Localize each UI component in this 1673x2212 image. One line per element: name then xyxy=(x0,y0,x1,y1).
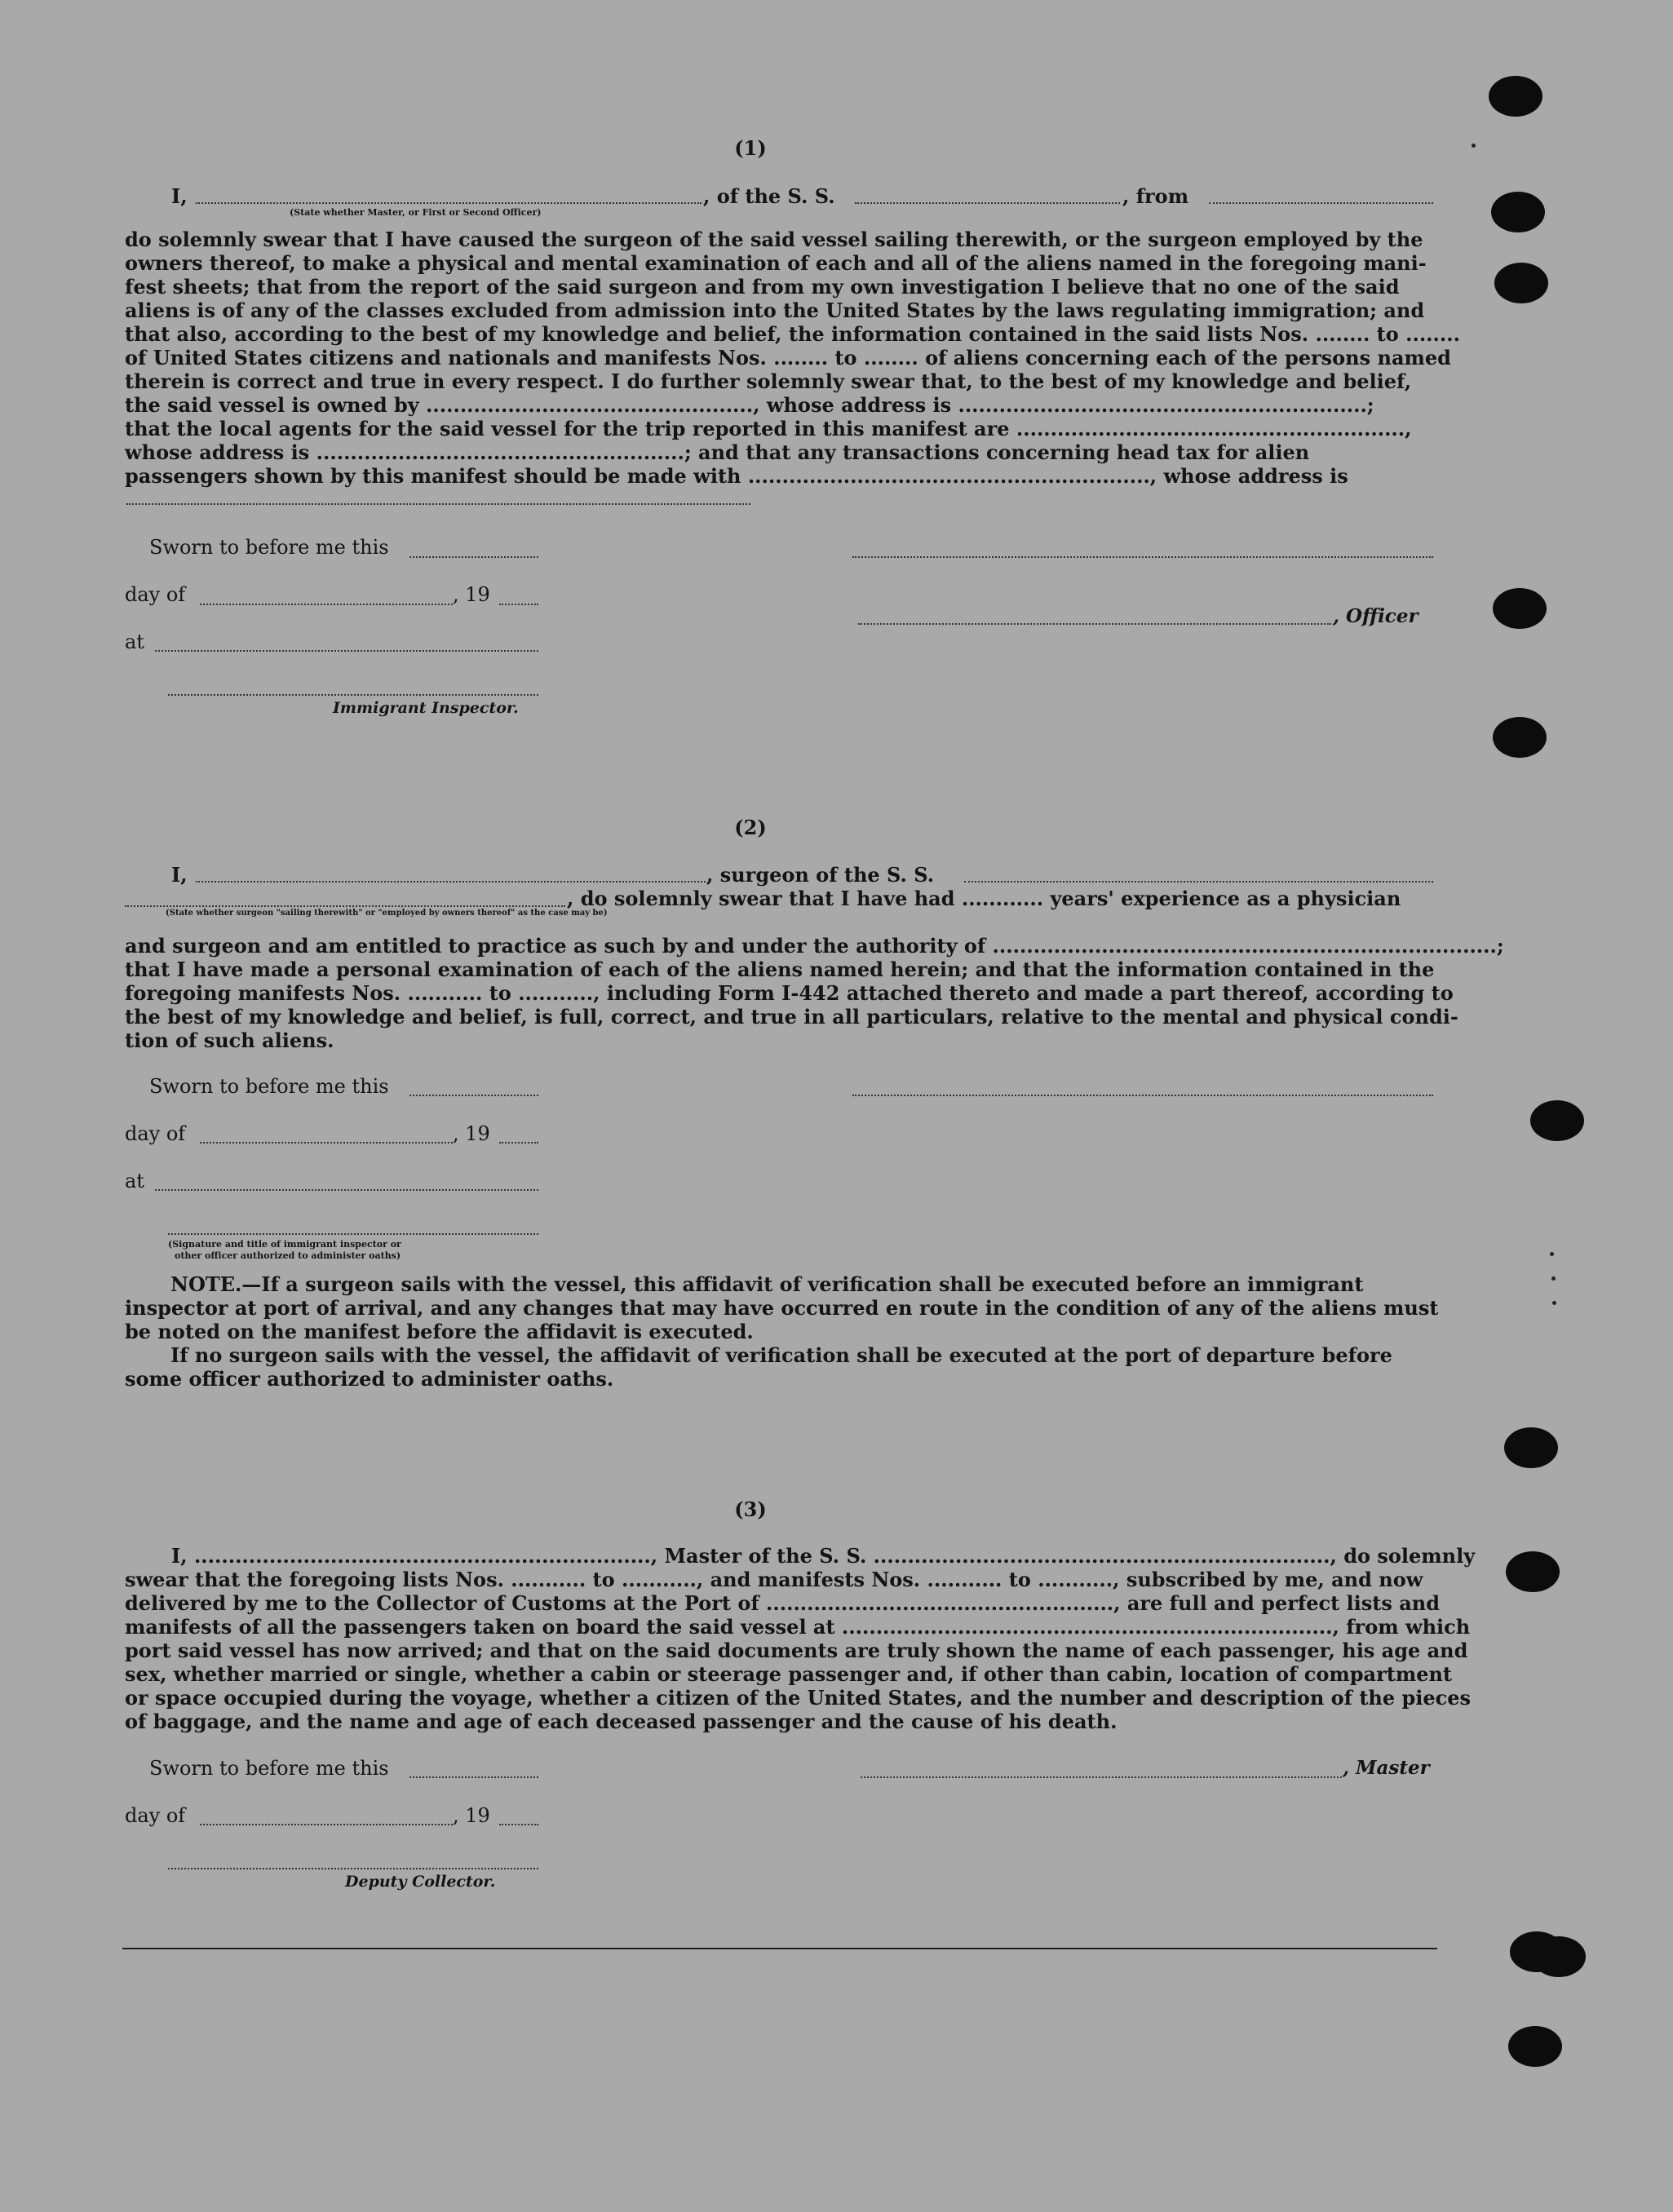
s2-sig-note-1: (Signature and title of immigrant inspector or xyxy=(168,1239,401,1250)
s1-line: aliens is of any of the classes excluded from admission into the United States by the laws regulating immigration; and xyxy=(125,299,1425,322)
s1-officer-label: , Officer xyxy=(1333,605,1419,627)
s2-year-field[interactable] xyxy=(499,1142,538,1144)
s2-status-field[interactable] xyxy=(125,905,565,907)
s2-inspector-signature-field[interactable] xyxy=(168,1233,538,1235)
section-2-number: (2) xyxy=(734,816,767,839)
s3-day-field[interactable] xyxy=(200,1824,453,1825)
s3-line: I, ..................................................................., Master of the S. S. ..................................................................., do solemnly xyxy=(171,1544,1476,1568)
section-3-body xyxy=(125,1544,1476,1733)
s3-day-label: day of xyxy=(125,1804,186,1827)
s1-at-field[interactable] xyxy=(155,650,538,652)
s2-year-label: , 19 xyxy=(453,1122,490,1145)
s3-sworn-label: Sworn to before me this xyxy=(149,1757,389,1780)
punch-hole xyxy=(1508,2026,1562,2067)
s1-from-field[interactable] xyxy=(1209,202,1433,204)
s1-line: owners thereof, to make a physical and mental examination of each and all of the aliens named in the foregoing mani- xyxy=(125,251,1427,275)
s2-line: that I have made a personal examination of each of the aliens named herein; and that the information contained in the xyxy=(125,958,1435,981)
speck xyxy=(1552,1301,1556,1305)
s1-line: that the local agents for the said vessel for the trip reported in this manifest are ........................................................., xyxy=(125,417,1412,440)
s2-status-note: (State whether surgeon "sailing therewith" or "employed by owners thereof" as the case may be) xyxy=(166,909,608,918)
s1-line: therein is correct and true in every respect. I do further solemnly swear that, to the best of my knowledge and belief, xyxy=(125,369,1412,393)
section-1-body xyxy=(125,228,1460,488)
s1-at-label: at xyxy=(125,630,144,653)
s1-line: whose address is ......................................................; and that any transactions concerning head tax for alien xyxy=(125,440,1310,464)
speck xyxy=(1550,1252,1554,1256)
s2-at-label: at xyxy=(125,1170,144,1192)
s2-sig-note-2: other officer authorized to administer oaths) xyxy=(175,1250,401,1261)
s1-inspector-signature-field[interactable] xyxy=(168,694,538,696)
s1-year-label: , 19 xyxy=(453,583,490,606)
section-3-number: (3) xyxy=(734,1498,767,1521)
s3-master-label: , Master xyxy=(1343,1757,1430,1779)
s1-officer-line-field[interactable] xyxy=(858,623,1331,625)
s3-year-field[interactable] xyxy=(499,1824,538,1825)
s2-note-line: some officer authorized to administer oaths. xyxy=(125,1367,614,1391)
s2-sworn-field[interactable] xyxy=(409,1095,538,1096)
s2-line: the best of my knowledge and belief, is full, correct, and true in all particulars, relative to the mental and physical condi- xyxy=(125,1005,1458,1029)
s3-line: of baggage, and the name and age of each deceased passenger and the cause of his death. xyxy=(125,1710,1118,1733)
s2-note-line: NOTE.—If a surgeon sails with the vessel, this affidavit of verification shall be executed before an immigrant xyxy=(170,1272,1364,1296)
section-2-note xyxy=(125,1272,1438,1391)
s1-sworn-label: Sworn to before me this xyxy=(149,536,389,559)
s3-collector-label: Deputy Collector. xyxy=(345,1873,496,1891)
s2-line: foregoing manifests Nos. ........... to ..........., including Form I-442 attached thereto and made a part thereof, according to xyxy=(125,981,1454,1005)
s2-line2: , do solemnly swear that I have had ............ years' experience as a physician xyxy=(567,887,1401,910)
s2-at-field[interactable] xyxy=(155,1189,538,1191)
s3-line: port said vessel has now arrived; and that on the said documents are truly shown the name of each passenger, his age and xyxy=(125,1639,1468,1662)
s2-note-line: be noted on the manifest before the affidavit is executed. xyxy=(125,1320,754,1343)
s1-officer-note: (State whether Master, or First or Second Officer) xyxy=(290,207,542,218)
punch-hole xyxy=(1491,192,1545,232)
punch-hole xyxy=(1493,588,1547,629)
bottom-divider xyxy=(122,1948,1437,1949)
s3-sworn-field[interactable] xyxy=(409,1776,538,1778)
s1-line: of United States citizens and nationals and manifests Nos. ........ to ........ of aliens concerning each of the persons named xyxy=(125,346,1451,369)
s1-line: passengers shown by this manifest should be made with ..........................................................., whose address is xyxy=(125,464,1348,488)
punch-hole xyxy=(1506,1551,1560,1592)
s1-day-label: day of xyxy=(125,583,186,606)
s3-line: delivered by me to the Collector of Customs at the Port of ..................................................., are full and perfect lists and xyxy=(125,1591,1441,1615)
punch-hole xyxy=(1494,263,1548,303)
s1-line: that also, according to the best of my knowledge and belief, the information contained in the said lists Nos. ........ to ........ xyxy=(125,322,1460,346)
s3-year-label: , 19 xyxy=(453,1804,490,1827)
s2-day-field[interactable] xyxy=(200,1142,453,1144)
s2-line: tion of such aliens. xyxy=(125,1029,334,1052)
s3-line: or space occupied during the voyage, whether a citizen of the United States, and the number and description of the pieces xyxy=(125,1686,1472,1710)
section-2-body xyxy=(125,934,1504,1052)
s2-sworn-label: Sworn to before me this xyxy=(149,1075,389,1098)
s2-day-label: day of xyxy=(125,1122,186,1145)
punch-hole xyxy=(1530,1100,1584,1141)
s2-surgeon-name-field[interactable] xyxy=(196,881,706,883)
s1-from-label: , from xyxy=(1122,184,1189,208)
s1-officer-signature-field[interactable] xyxy=(852,556,1433,558)
s1-line: fest sheets; that from the report of the said surgeon and from my own investigation I believe that no one of the said xyxy=(125,275,1400,299)
s1-officer-name-field[interactable] xyxy=(196,202,702,204)
s1-year-field[interactable] xyxy=(499,604,538,605)
punch-hole xyxy=(1489,76,1542,117)
s2-ship-name-field[interactable] xyxy=(964,881,1433,883)
s2-surgeon-label: , surgeon of the S. S. xyxy=(706,863,935,887)
s1-line: the said vessel is owned by ................................................, whose address is ............................................................; xyxy=(125,393,1374,417)
s1-day-field[interactable] xyxy=(200,604,453,605)
s2-note-line: If no surgeon sails with the vessel, the affidavit of verification shall be executed at the port of departure before xyxy=(170,1343,1392,1367)
s3-line: sex, whether married or single, whether a cabin or steerage passenger and, if other than cabin, location of compartment xyxy=(125,1662,1453,1686)
s2-signature-field[interactable] xyxy=(852,1095,1433,1096)
s2-line: and surgeon and am entitled to practice as such by and under the authority of ..........................................................................; xyxy=(125,934,1504,958)
punch-hole xyxy=(1532,1936,1586,1977)
s1-ship-name-field[interactable] xyxy=(855,202,1120,204)
s2-note-line: inspector at port of arrival, and any changes that may have occurred en route in the condition of any of the aliens must xyxy=(125,1296,1439,1320)
speck xyxy=(1551,1276,1556,1281)
s3-master-signature-field[interactable] xyxy=(861,1776,1342,1778)
s3-line: manifests of all the passengers taken on board the said vessel at ........................................................................, from which xyxy=(125,1615,1471,1639)
section-1-number: (1) xyxy=(734,136,767,160)
s3-collector-signature-field[interactable] xyxy=(168,1868,538,1869)
s3-line: swear that the foregoing lists Nos. ........... to ..........., and manifests Nos. ........... to ..........., subscribed by me, and now xyxy=(125,1568,1423,1591)
s1-ship-label: , of the S. S. xyxy=(703,184,835,208)
s1-line: do solemnly swear that I have caused the surgeon of the said vessel sailing therewith, or the surgeon employed by the xyxy=(125,228,1423,251)
s2-i-label: I, xyxy=(171,863,188,887)
s1-address-continuation-field[interactable] xyxy=(126,503,750,505)
s1-inspector-label: Immigrant Inspector. xyxy=(333,699,519,717)
s1-sworn-field[interactable] xyxy=(409,556,538,558)
s1-i-label: I, xyxy=(171,184,188,208)
punch-hole xyxy=(1504,1427,1558,1468)
punch-hole xyxy=(1493,717,1547,758)
